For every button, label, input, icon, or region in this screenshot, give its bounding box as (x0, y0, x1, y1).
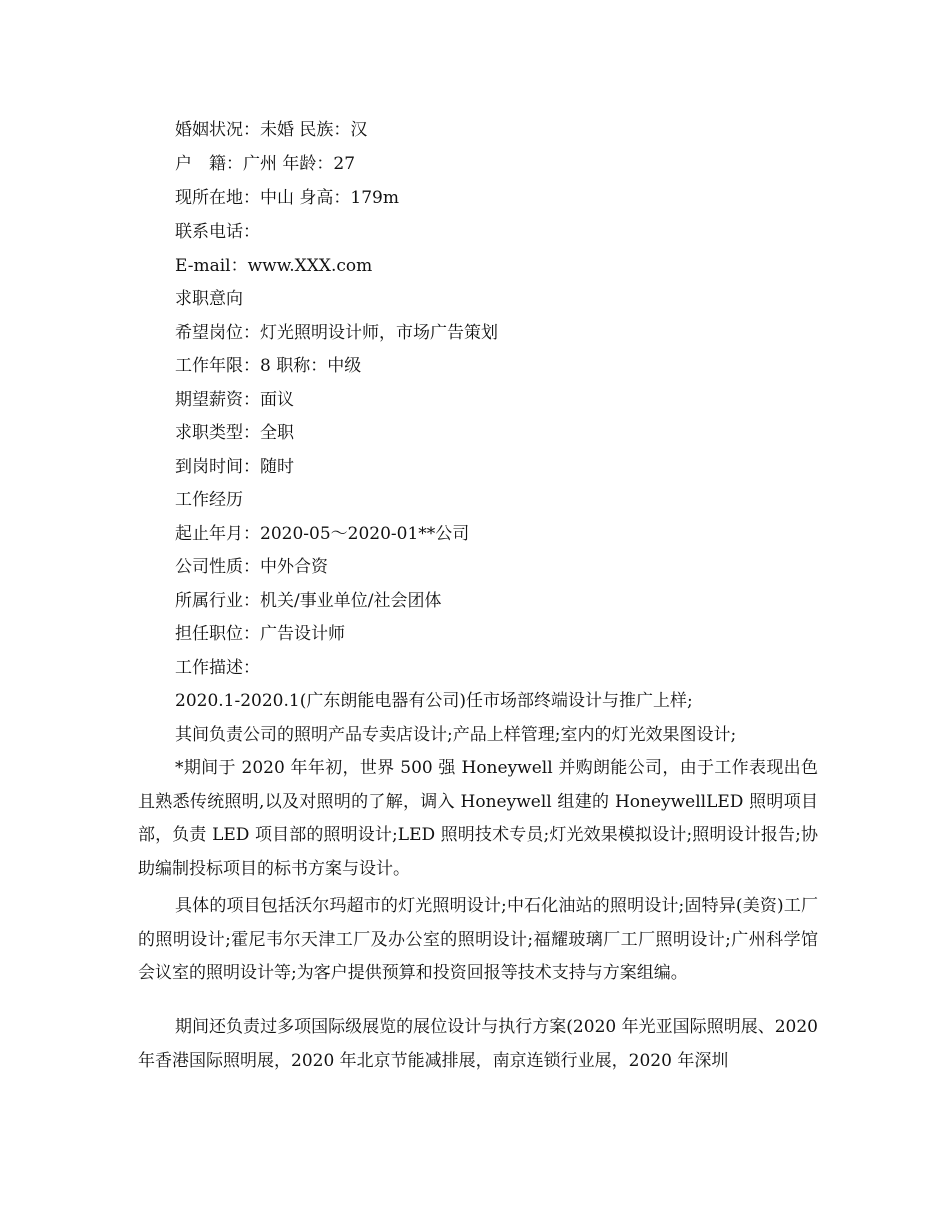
job-type-line: 求职类型：全职 (175, 423, 294, 443)
work-description-line-2: 其间负责公司的照明产品专卖店设计;产品上样管理;室内的灯光效果图设计; (175, 725, 737, 745)
desired-position-line: 希望岗位：灯光照明设计师，市场广告策划 (175, 323, 498, 343)
work-description-heading: 工作描述： (175, 658, 260, 678)
honeywell-paragraph: *期间于 2020 年年初，世界 500 强 Honeywell 并购朗能公司，由于工作表现出色且熟悉传统照明,以及对照明的了解，调入 Honeywell 组建的 HoneywellLED 照明项目部，负责 LED 项目部的照明设计;LED 照明技术专员;灯光效果模拟设计;照明设计报告;协助编制投标项目的标书方案与设计。 (138, 758, 818, 879)
work-years-line: 工作年限：8 职称：中级 (175, 356, 362, 376)
exhibitions-paragraph: 期间还负责过多项国际级展览的展位设计与执行方案(2020 年光亚国际照明展、2020 年香港国际照明展，2020 年北京节能减排展，南京连锁行业展，2020 年深圳 (138, 1017, 818, 1071)
projects-paragraph: 具体的项目包括沃尔玛超市的灯光照明设计;中石化油站的照明设计;固特异(美资)工厂的照明设计;霍尼韦尔天津工厂及办公室的照明设计;福耀玻璃厂工厂照明设计;广州科学馆会议室的照明设计等;为客户提供预算和投资回报等技术支持与方案组编。 (138, 896, 818, 984)
experience-heading: 工作经历 (175, 490, 243, 510)
period-line: 起止年月：2020-05～2020-01**公司 (175, 524, 470, 544)
marital-status-line: 婚姻状况：未婚 民族：汉 (175, 120, 368, 140)
arrival-time-line: 到岗时间：随时 (175, 457, 294, 477)
company-nature-line: 公司性质：中外合资 (175, 557, 328, 577)
industry-line: 所属行业：机关/事业单位/社会团体 (175, 591, 442, 611)
hukou-age-line: 户 籍：广州 年龄：27 (175, 154, 356, 174)
email-line: E-mail：www.XXX.com (175, 256, 373, 276)
phone-line: 联系电话： (175, 222, 260, 242)
work-description-line-1: 2020.1-2020.1(广东朗能电器有公司)任市场部终端设计与推广上样; (175, 691, 693, 711)
role-line: 担任职位：广告设计师 (175, 624, 345, 644)
intention-heading: 求职意向 (175, 289, 243, 309)
location-height-line: 现所在地：中山 身高：179m (175, 188, 399, 208)
expected-salary-line: 期望薪资：面议 (175, 390, 294, 410)
